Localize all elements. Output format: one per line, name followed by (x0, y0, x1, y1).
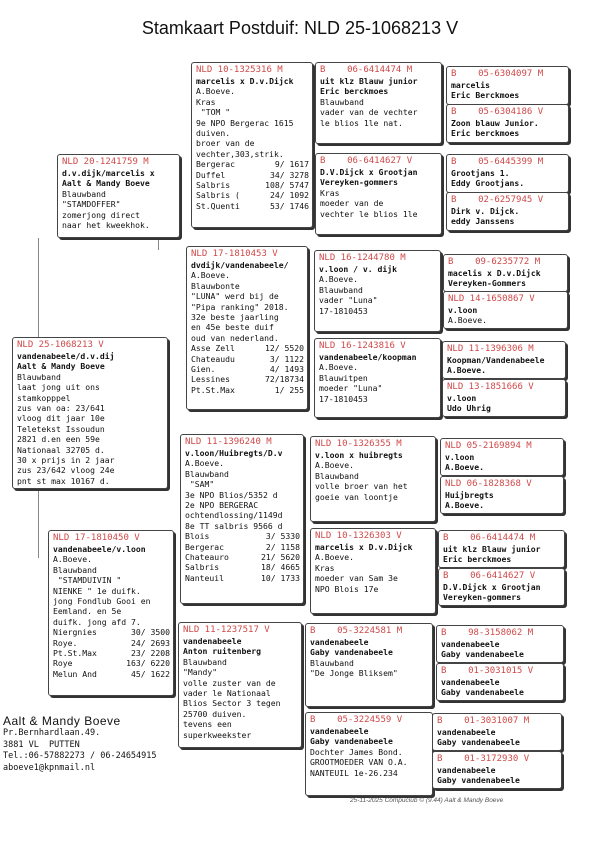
pedigree-card-gen4[interactable] (446, 66, 569, 105)
card-text-line: Eric Berckmoes (451, 90, 520, 101)
race-score: 18/ 4665 (261, 562, 300, 573)
pedigree-card-gen4[interactable] (443, 291, 568, 329)
card-text-line: Eric berckmoes (451, 128, 520, 139)
card-text-line: D.V.Dijck x Grootjan (320, 167, 418, 177)
race-name: Niergnies (53, 627, 97, 638)
race-result-row (191, 385, 304, 395)
ring-number: B 06-6414474 M (320, 65, 413, 75)
ring-number: B 05-3224559 V (310, 715, 403, 725)
pedigree-card-father-mother[interactable] (186, 246, 308, 410)
card-text-line: "Mandy" (183, 667, 218, 678)
race-result-row (53, 669, 170, 679)
card-text-line: Gaby vandenabeele (437, 775, 520, 786)
pedigree-card-gen3[interactable] (310, 528, 436, 614)
pedigree-card-gen4[interactable] (438, 530, 565, 568)
pedigree-card-gen4[interactable] (442, 341, 566, 379)
card-text-line: Blauwband (185, 468, 229, 479)
ring-number: B 05-6304186 V (451, 107, 544, 117)
card-text-line: Eddy Grootjans. (451, 178, 525, 189)
card-text-line: Eemland. en 5e (53, 606, 122, 617)
card-text-line: zus 23/642 vloog 24e (17, 465, 115, 476)
card-text-line: v.loon x huibregts (315, 450, 403, 460)
card-text-line: laat jong uit ons (17, 382, 100, 393)
connector-line (38, 238, 39, 338)
card-text-line: Eric berckmoes (443, 554, 512, 565)
card-text-line: 25700 duiven. (183, 708, 247, 719)
card-text-line: ochtendlossing/1149d (185, 510, 283, 521)
pedigree-card-gen3[interactable] (305, 623, 433, 707)
ring-number: NLD 05-2169894 M (445, 441, 532, 451)
race-result-row (196, 190, 309, 200)
pedigree-card-mother[interactable] (48, 530, 174, 696)
race-score: 34/ 3278 (270, 169, 309, 180)
card-text-line: 32e beste jaarling (191, 312, 279, 323)
card-text-line: "LUNA" werd bij de (191, 291, 279, 302)
card-text-line: NPO Blois 17e (315, 583, 379, 594)
ring-number: B 01-3031015 V (441, 666, 534, 676)
ring-number: NLD 11-1396240 M (185, 437, 272, 447)
pedigree-card-gen4[interactable] (432, 713, 562, 751)
card-text-line: Koopman/Vandenabeele (447, 355, 545, 365)
pedigree-card-gen4[interactable] (432, 751, 562, 789)
card-text-line: uit klz Blauw junior (320, 76, 418, 86)
card-text-line: Vereyken-gommers (443, 592, 521, 603)
card-text-line: A.Boeve. (185, 458, 224, 469)
race-name: Chateauro (185, 552, 229, 563)
race-name: Salbris (185, 562, 220, 573)
card-text-line: A.Boeve. (53, 554, 92, 565)
card-text-line: Blauwband (62, 188, 106, 199)
card-text-line: oud van nederland. (191, 332, 279, 343)
card-text-line: Gaby vandenabeele (437, 737, 520, 748)
card-text-line: v.loon (447, 393, 477, 403)
race-score: 163/ 6220 (126, 658, 170, 669)
card-text-line: Gaby vandenabeele (310, 647, 393, 658)
race-name: Pt.St.Max (53, 648, 97, 659)
card-text-line: macelis x D.v.Dijck (448, 268, 541, 278)
pedigree-card-gen4[interactable] (442, 379, 566, 417)
card-text-line: Blios Sector 3 tegen (183, 698, 281, 709)
pedigree-card-mother-father[interactable] (180, 434, 304, 604)
ring-number: B 01-3172930 V (437, 754, 530, 764)
card-text-line: v.loon (445, 452, 475, 462)
race-result-row (196, 180, 309, 190)
owner-phone: Tel.:06-57882273 / 06-24654915 (3, 751, 157, 761)
card-text-line: Kras (196, 96, 216, 107)
card-text-line: eddy Janssens (451, 216, 515, 227)
card-text-line: Blauwband (319, 284, 363, 295)
card-text-line: Dirk v. Dijck. (451, 206, 520, 216)
card-text-line: Teletekst Issoudun (17, 423, 105, 434)
card-text-line: 2e NPO BERGERAC (185, 500, 259, 511)
card-text-line: vader "Luna" (319, 295, 378, 306)
card-text-line: A.Boeve. (447, 365, 486, 376)
ring-number: NLD 16-1244780 M (319, 253, 406, 263)
card-text-line: vandenabeele (437, 765, 496, 775)
pedigree-card-gen4[interactable] (443, 254, 568, 292)
race-result-row (53, 627, 170, 637)
card-text-line: Grootjans 1. (451, 168, 510, 178)
race-result-row (191, 354, 304, 364)
race-name: Bergerac (185, 541, 224, 552)
race-name: Asse Zell (191, 343, 235, 354)
card-text-line: v.loon/Huibregts/D.v (185, 448, 283, 458)
pedigree-card-gen4[interactable] (436, 625, 564, 663)
ring-number: B 98-3158062 M (441, 628, 534, 638)
card-text-line: Blauwband (310, 657, 354, 668)
card-text-line: 3e NPO Blios/5352 d (185, 489, 278, 500)
ring-number: NLD 11-1237517 V (183, 625, 270, 635)
card-text-line: NIENKE " 1e duifk. (53, 585, 141, 596)
pedigree-card-gen4[interactable] (446, 104, 569, 143)
ring-number: NLD 10-1326303 V (315, 531, 402, 541)
race-result-row (196, 170, 309, 180)
card-text-line: volle zuster van de (183, 677, 276, 688)
ring-number: B 02-6257945 V (451, 195, 544, 205)
card-text-line: moeder van de (320, 198, 384, 209)
race-score: 30/ 3500 (131, 627, 170, 638)
race-result-row (185, 573, 300, 583)
pedigree-card-gen4[interactable] (446, 154, 569, 193)
card-text-line: Gaby vandenabeele (441, 687, 524, 698)
card-text-line: A.Boeve. (315, 552, 354, 563)
card-text-line: dvdijk/vandenabeele/ (191, 260, 289, 270)
connector-line (38, 488, 39, 558)
card-text-line: Aalt & Mandy Boeve (17, 361, 105, 372)
race-result-row (185, 542, 300, 552)
card-text-line: Blauwband (17, 371, 61, 382)
card-text-line: 30 x prijs in 2 jaar (17, 455, 115, 466)
card-text-line: A.Boeve. (319, 274, 358, 285)
card-text-line: A.Boeve. (191, 270, 230, 281)
card-text-line: duifk. jong afd 7. (53, 616, 141, 627)
ring-number: NLD 06-1828368 V (445, 479, 532, 489)
card-text-line: vechter le blios 1le (320, 208, 418, 219)
ring-number: NLD 17-1810450 V (53, 533, 140, 543)
card-text-line: Gaby vandenabeele (310, 736, 393, 747)
card-text-line: Kras (320, 187, 340, 198)
ring-number: NLD 25-1068213 V (17, 340, 104, 350)
card-text-line: NANTEUIL 1e-26.234 (310, 767, 398, 778)
race-name: Nanteuil (185, 572, 224, 583)
card-text-line: "De Jonge Bliksem" (310, 668, 398, 679)
pedigree-card-gen3[interactable] (305, 712, 433, 796)
pedigree-card-gen3[interactable] (314, 338, 441, 418)
race-score: 24/ 2693 (131, 637, 170, 648)
race-name: Melun And (53, 668, 97, 679)
race-result-row (196, 159, 309, 169)
card-text-line: Vereyken-gommers (320, 177, 398, 188)
card-text-line: duiven. (196, 128, 231, 139)
ring-number: NLD 10-1326355 M (315, 439, 402, 449)
ring-number: B 05-6304097 M (451, 69, 544, 79)
card-text-line: Dochter James Bond. (310, 746, 403, 757)
card-text-line: marcelis x D.v.Dijck (196, 76, 294, 86)
race-result-row (196, 201, 309, 211)
card-text-line: vader van de vechter (320, 107, 418, 118)
owner-block (3, 714, 173, 774)
card-text-line: Huijbregts (445, 490, 494, 500)
card-text-line: vandenabeele (441, 677, 500, 687)
race-name: Duffel (196, 169, 226, 180)
race-result-row (53, 648, 170, 658)
pedigree-card-gen3[interactable] (315, 153, 442, 235)
card-text-line: 17-1810453 (319, 393, 368, 404)
ring-number: B 01-3031007 M (437, 716, 530, 726)
card-text-line: zomerjong direct (62, 209, 140, 220)
race-name: Salbris ( (196, 190, 240, 201)
pedigree-card-father[interactable] (57, 154, 180, 238)
card-text-line: vandenabeele/koopman (319, 352, 417, 362)
ring-number: B 06-6414474 M (443, 533, 536, 543)
pedigree-card-father-father[interactable] (191, 62, 313, 228)
card-text-line: 17-1810453 (319, 305, 368, 316)
race-name: Bergerac (196, 159, 235, 170)
pedigree-card-mother-mother[interactable] (178, 622, 302, 748)
card-text-line: Eric berckmoes (320, 86, 389, 97)
race-name: Roye. (53, 637, 78, 648)
card-text-line: Blauwband (315, 470, 359, 481)
race-name: Lessines (191, 374, 230, 385)
race-score: 9/ 1617 (274, 159, 309, 170)
card-text-line: v.loon / v. dijk (319, 264, 397, 274)
race-result-row (53, 638, 170, 648)
card-text-line: vader le Nationaal (183, 688, 271, 699)
race-score: 72/18734 (265, 374, 304, 385)
race-result-row (191, 343, 304, 353)
card-text-line: zus van oa: 23/641 (17, 403, 105, 414)
card-text-line: 9e NPO Bergerac 1615 (196, 117, 294, 128)
ring-number: NLD 14-1650867 V (448, 294, 535, 304)
pedigree-card-gen3[interactable] (314, 250, 441, 332)
page-title: Stamkaart Postduif: NLD 25-1068213 V (141, 18, 459, 38)
card-text-line: 8e TT salbris 9566 d (185, 520, 283, 531)
race-name: St.Quenti (196, 200, 240, 211)
ring-number: NLD 11-1396306 M (447, 344, 534, 354)
race-score: 3/ 5330 (265, 531, 300, 542)
race-name: Roye (53, 658, 73, 669)
card-text-line: Blauwband (320, 96, 364, 107)
card-text-line: Kras (315, 562, 335, 573)
card-text-line: vechter,303,strik. (196, 148, 284, 159)
pedigree-card-gen4[interactable] (438, 568, 565, 606)
card-text-line: vloog dit jaar 10e (17, 413, 105, 424)
pedigree-card-gen4[interactable] (436, 663, 564, 701)
ring-number: B 05-3224581 M (310, 626, 403, 636)
card-text-line: A.Boeve. (445, 500, 484, 511)
race-name: Gien. (191, 364, 216, 375)
card-text-line: Anton ruitenberg (183, 646, 261, 657)
ring-number: NLD 13-1851666 V (447, 382, 534, 392)
ring-number: B 05-6445399 M (451, 157, 544, 167)
card-text-line: goeie van loontje (315, 491, 398, 502)
race-score: 23/ 2208 (131, 648, 170, 659)
card-text-line: Blauwband (183, 656, 227, 667)
card-text-line: jong Fondlub Gooi en (53, 596, 151, 607)
card-text-line: pnt st max 10167 d. (17, 475, 110, 486)
card-text-line: "STAMDOFFER" (62, 199, 121, 210)
card-text-line: "STAMDUIVIN " (53, 575, 122, 586)
card-text-line: A.Boeve. (196, 86, 235, 97)
race-score: 3/ 1122 (269, 353, 304, 364)
ring-number: NLD 16-1243816 V (319, 341, 406, 351)
ring-number: B 06-6414627 V (443, 571, 536, 581)
card-text-line: Gaby vandenabeele (441, 649, 524, 660)
card-text-line: marcelis x D.v.Dijck (315, 542, 413, 552)
ring-number: B 06-6414627 V (320, 156, 413, 166)
card-text-line: Udo Uhrig (447, 403, 491, 414)
card-text-line: Blauwitpen (319, 372, 368, 383)
pedigree-card-gen3[interactable] (310, 436, 436, 522)
race-result-row (185, 531, 300, 541)
card-text-line: vandenabeele (183, 636, 242, 646)
race-score: 10/ 1733 (261, 572, 300, 583)
card-text-line: v.loon (448, 305, 478, 315)
card-text-line: GROOTMOEDER VAN O.A. (310, 757, 408, 768)
footer-print-info: 25-11-2025 Compuclub © (9.44) Aalt & Mandy Boeve (350, 797, 504, 804)
card-text-line: superkweekster (183, 729, 252, 740)
owner-address: Pr.Bernhardlaan.49. (3, 728, 101, 738)
pedigree-card-gen4[interactable] (440, 476, 564, 514)
card-text-line: tevens een (183, 719, 232, 730)
card-text-line: le blios 1le nat. (320, 117, 403, 128)
card-text-line: vandenabeele (310, 726, 369, 736)
owner-city: 3881 VL PUTTEN (3, 739, 80, 750)
race-score: 24/ 1092 (270, 190, 309, 201)
pedigree-card-gen3[interactable] (315, 62, 442, 144)
race-result-row (53, 658, 170, 668)
race-score: 53/ 1746 (270, 200, 309, 211)
card-text-line: vandenabeele (437, 727, 496, 737)
race-score: 12/ 5520 (265, 343, 304, 354)
card-text-line: vandenabeele/d.v.dij (17, 351, 115, 361)
card-text-line: Aalt & Mandy Boeve (62, 178, 150, 189)
race-result-row (191, 364, 304, 374)
race-score: 1/ 255 (274, 384, 304, 395)
card-text-line: en 45e beste duif (191, 322, 274, 333)
card-text-line: stamkopppel (17, 392, 71, 403)
card-text-line: d.v.dijk/marcelis x (62, 168, 155, 178)
race-score: 45/ 1622 (131, 668, 170, 679)
card-text-line: vandenabeele/v.loon (53, 544, 146, 554)
ring-number: NLD 10-1325316 M (196, 65, 283, 75)
ring-number: NLD 20-1241759 M (62, 157, 149, 167)
card-text-line: 2821 d.en een 59e (17, 434, 100, 445)
card-text-line: marcelis (451, 80, 490, 90)
race-name: Chateaudu (191, 353, 235, 364)
pedigree-card-gen4[interactable] (440, 438, 564, 476)
card-text-line: Blauwbonte (191, 280, 240, 291)
card-text-line: "Pipa ranking" 2018. (191, 301, 289, 312)
race-name: Pt.St.Max (191, 384, 235, 395)
race-score: 21/ 5620 (261, 552, 300, 563)
owner-email[interactable]: aboeve1@kpnmail.nl (3, 762, 96, 773)
pedigree-card-gen4[interactable] (446, 192, 569, 231)
card-text-line: vandenabeele (441, 639, 500, 649)
card-text-line: volle broer van het (315, 481, 408, 492)
pedigree-card-subject[interactable] (12, 337, 168, 489)
card-text-line: moeder van Sam 3e (315, 573, 398, 584)
card-text-line: Zoon blauw Junior. (451, 118, 539, 128)
card-text-line: moeder "Luna" (319, 383, 383, 394)
race-name: Salbris (196, 180, 231, 191)
card-text-line: A.Boeve. (315, 460, 354, 471)
card-text-line: vandenabeele (310, 637, 369, 647)
race-name: Blois (185, 531, 210, 542)
card-text-line: Nationaal 32705 d. (17, 444, 105, 455)
card-text-line: naar het kweekhok. (62, 220, 150, 231)
race-result-row (185, 562, 300, 572)
card-text-line: broer van de (196, 138, 255, 149)
owner-name: Aalt & Mandy Boeve (3, 714, 121, 728)
race-result-row (185, 552, 300, 562)
card-text-line: A.Boeve. (448, 315, 487, 326)
card-text-line: D.V.Dijck x Grootjan (443, 582, 541, 592)
race-result-row (191, 374, 304, 384)
card-text-line: "SAM" (185, 479, 215, 490)
card-text-line: uit klz Blauw junior (443, 544, 541, 554)
race-score: 2/ 1158 (265, 541, 300, 552)
card-text-line: A.Boeve. (445, 462, 484, 473)
card-text-line: A.Boeve. (319, 362, 358, 373)
card-text-line: Blauwband (53, 564, 97, 575)
card-text-line: Vereyken-Gommers (448, 278, 526, 289)
ring-number: B 09-6235772 M (448, 257, 541, 267)
race-score: 4/ 1493 (269, 364, 304, 375)
card-text-line: "TOM " (196, 107, 231, 118)
race-score: 108/ 5747 (265, 180, 309, 191)
ring-number: NLD 17-1810453 V (191, 249, 278, 259)
